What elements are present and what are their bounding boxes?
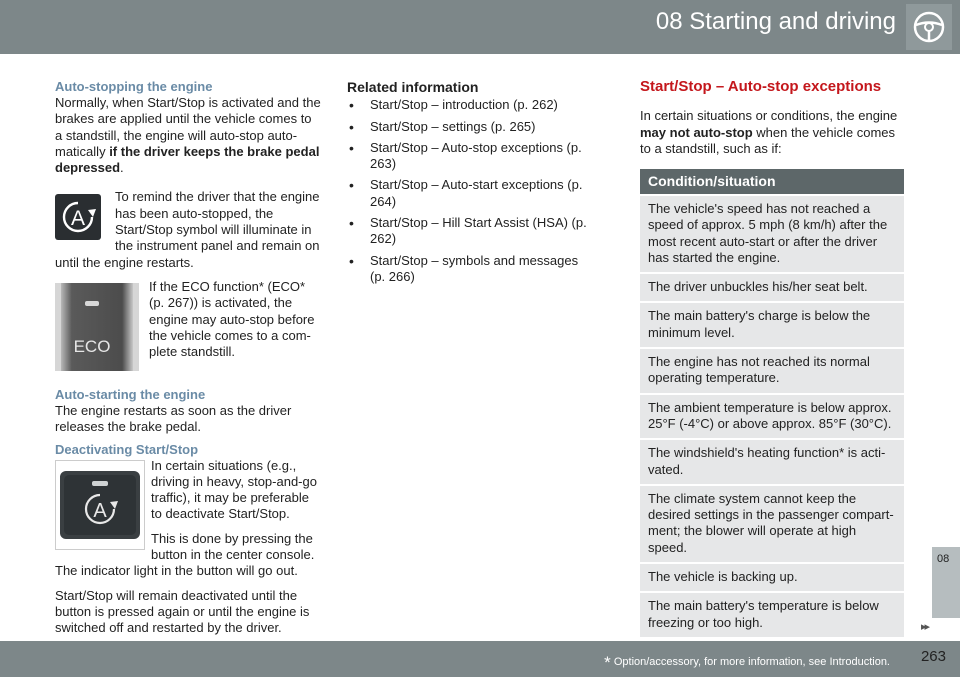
heading-auto-starting: Auto-starting the engine <box>55 386 206 402</box>
asterisk: * <box>604 653 611 672</box>
column-auto-stopping <box>55 79 321 637</box>
footer-note-text: Option/accessory, for more information, see Introduction. <box>613 656 890 668</box>
paragraph-press-button: This is done by pressing the button in the center console. The indicator light in the button will go out. <box>55 530 315 579</box>
paragraph-remain-deactivated: Start/Stop will remain deactivated until the button is pressed again or until the engine is switched off and restarted by the driver. <box>55 587 310 636</box>
column-auto-stop-exceptions <box>640 79 904 157</box>
text-span: when the vehicle comes to a standstill, such as if: <box>640 124 896 156</box>
table-row: The climate system cannot keep the desired settings in the passenger compart-ment; the blower will operate at high speed. <box>640 486 904 562</box>
section-title-exceptions: Start/Stop – Auto-stop exceptions <box>640 78 882 95</box>
related-link[interactable]: • Start/Stop – symbols and messages (p. 266) <box>347 253 587 286</box>
related-links-list <box>347 97 587 285</box>
text-span: . <box>120 160 124 176</box>
paragraph-deactivate-situations: In certain situations (e.g., driving in heavy, stop-and-go traffic), it may be preferable to deactivate Start/Stop. <box>151 457 317 522</box>
heading-deactivating: Deactivating Start/Stop <box>55 441 199 457</box>
bold-text: if the driver keeps the brake pedal depressed <box>55 143 320 176</box>
conditions-table <box>640 169 904 639</box>
related-link[interactable]: • Start/Stop – Auto-stop exceptions (p. 263) <box>347 140 587 173</box>
eco-block <box>55 279 321 375</box>
table-row: The main battery's temperature is below freezing or too high. <box>640 593 904 637</box>
chapter-title: 08 Starting and driving <box>655 8 896 35</box>
start-stop-symbol-icon <box>55 194 101 240</box>
page-header <box>0 0 960 54</box>
related-link[interactable]: • Start/Stop – introduction (p. 262) <box>347 97 587 113</box>
related-link[interactable]: • Start/Stop – Hill Start Assist (HSA) (p. 262) <box>347 215 587 248</box>
table-row: The vehicle's speed has not reached a speed of approx. 5 mph (8 km/h) after the most recent auto-start or after the driver has started the engine. <box>640 196 904 272</box>
chapter-tab-label: 08 <box>937 553 950 565</box>
footer-note <box>604 653 890 673</box>
bold-text: may not auto-stop <box>640 124 753 140</box>
paragraph-reminder: To remind the driver that the engine has been auto-stopped, the Start/Stop symbol will illuminate in the instrument panel and remain on until the engine restarts. <box>55 189 320 270</box>
page-number: 263 <box>920 648 946 665</box>
eco-button-photo <box>55 283 139 371</box>
text-span: Normally, when Start/Stop is activated and the brakes are applied until the vehicle comes to a standstill, the engine will auto-stop auto-matically <box>55 95 321 159</box>
column-related-information <box>347 79 587 290</box>
svg-text:A: A <box>93 499 107 522</box>
related-link[interactable]: • Start/Stop – settings (p. 265) <box>347 119 587 135</box>
steering-wheel-icon <box>906 4 952 50</box>
table-row: The driver unbuckles his/her seat belt. <box>640 274 904 301</box>
page-footer <box>0 641 960 677</box>
table-row: The main battery's charge is below the minimum level. <box>640 303 904 347</box>
text-span: In certain situations or conditions, the engine <box>640 108 898 124</box>
paragraph-auto-start: The engine restarts as soon as the driver releases the brake pedal. <box>55 402 292 435</box>
paragraph-auto-stop-intro <box>55 95 321 176</box>
table-row: The ambient temperature is below approx. 25°F (-4°C) or above approx. 85°F (30°C). <box>640 395 904 439</box>
table-row: The engine has not reached its normal operating temperature. <box>640 349 904 393</box>
table-row: The windshield's heating function* is acti-vated. <box>640 440 904 484</box>
svg-text:A: A <box>70 207 86 231</box>
eco-label: ECO <box>73 336 111 356</box>
paragraph-eco: If the ECO function* (ECO* (p. 267)) is activated, the engine may auto-stop before the vehicle comes to a com-plete standstill. <box>149 278 315 360</box>
start-stop-button-photo <box>55 460 145 550</box>
table-row: The vehicle is backing up. <box>640 564 904 591</box>
continue-arrow-icon: ▸▸ <box>921 621 929 633</box>
related-link[interactable]: • Start/Stop – Auto-start exceptions (p. 264) <box>347 177 587 210</box>
heading-auto-stopping: Auto-stopping the engine <box>55 79 213 94</box>
paragraph-exceptions-intro <box>640 108 904 157</box>
deactivate-block <box>55 458 321 580</box>
table-header: Condition/situation <box>640 169 904 194</box>
related-information-title: Related information <box>347 79 479 95</box>
auto-stop-symbol-block <box>55 189 321 270</box>
